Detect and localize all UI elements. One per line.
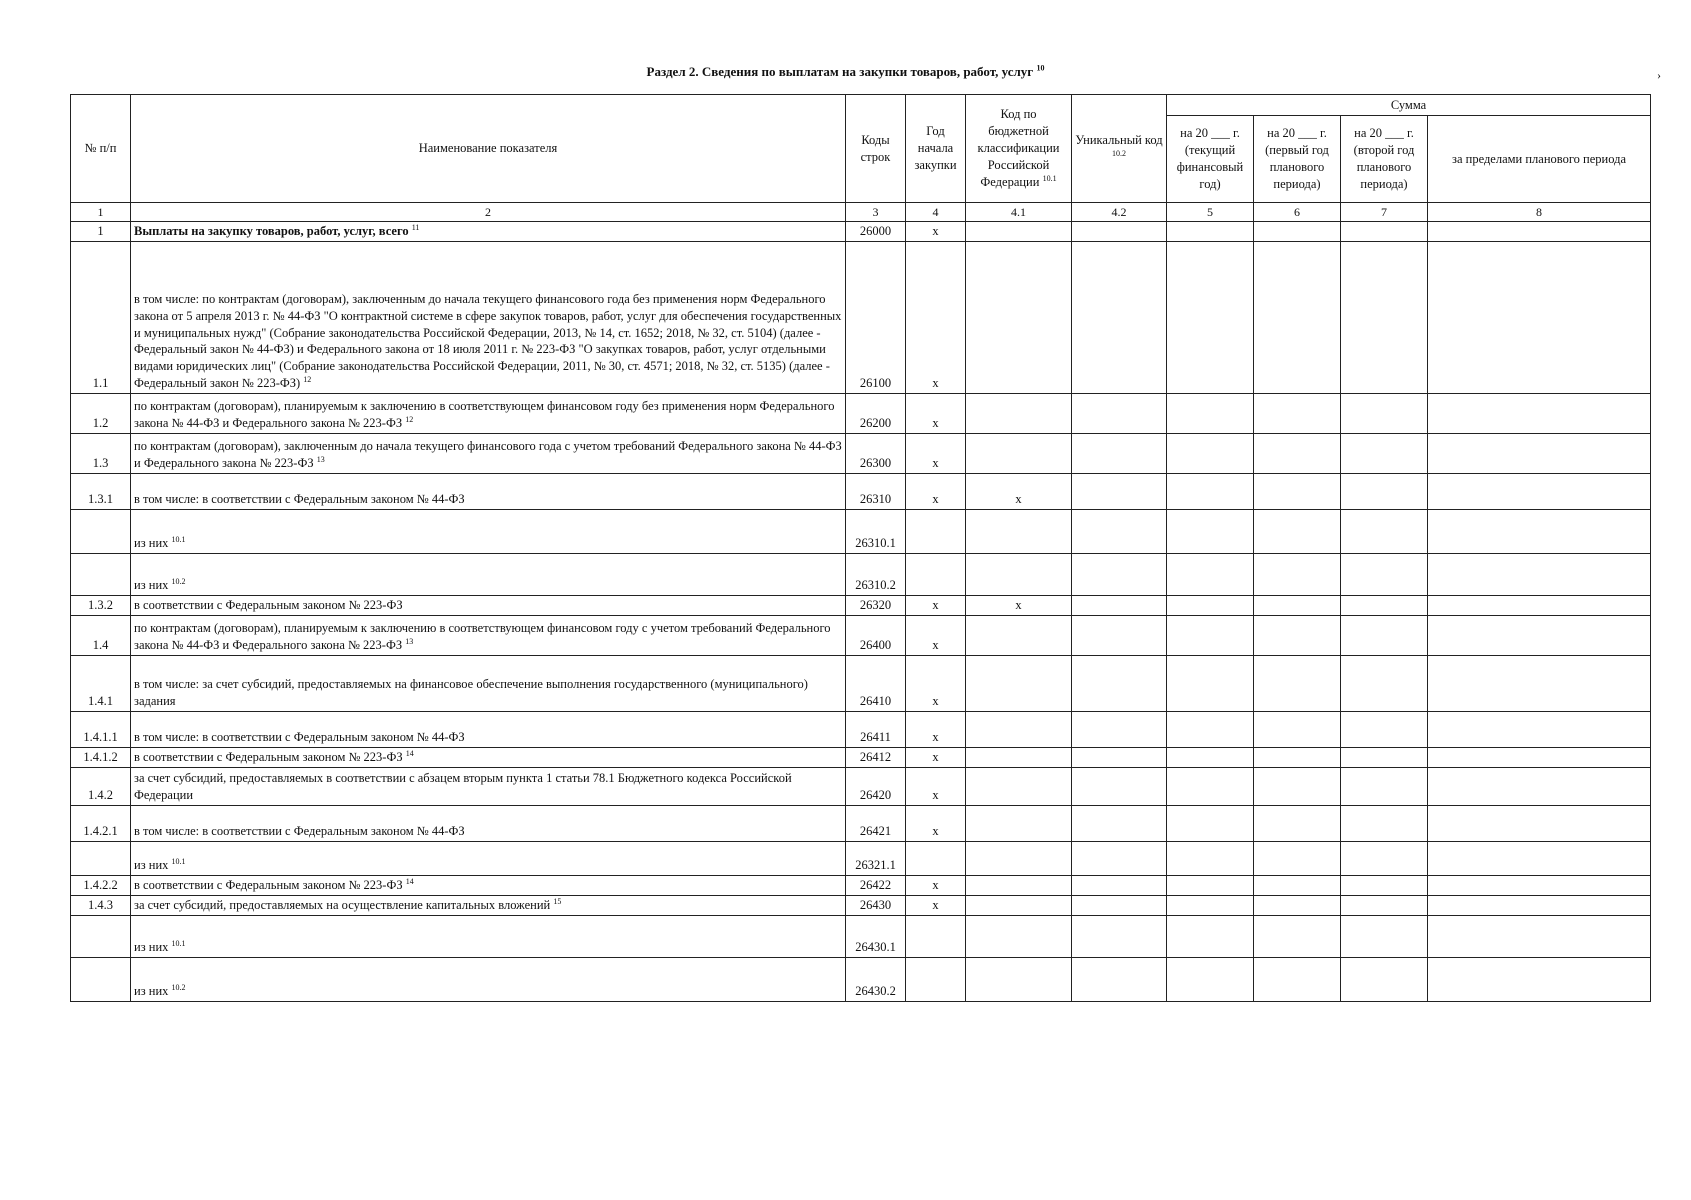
- table-row: [71, 394, 1651, 434]
- row-number: 1.4.1.2: [71, 747, 131, 767]
- row-name: [131, 615, 846, 655]
- row-sum-second: [1341, 747, 1428, 767]
- row-code: 26310: [846, 474, 906, 510]
- row-name: [131, 222, 846, 242]
- row-sum-beyond: [1428, 747, 1651, 767]
- row-sum-first: [1254, 222, 1341, 242]
- row-code: 26320: [846, 596, 906, 616]
- row-kbk: [966, 895, 1072, 915]
- row-kbk: [966, 841, 1072, 875]
- row-code: 26430.2: [846, 957, 906, 1001]
- row-unique-code: [1072, 875, 1167, 895]
- header-sum-second: на 20 ___ г. (второй год планового периода): [1341, 116, 1428, 203]
- header-sum-first: на 20 ___ г. (первый год планового периода): [1254, 116, 1341, 203]
- row-year: [906, 915, 966, 957]
- row-unique-code: [1072, 915, 1167, 957]
- row-name-text: в том числе: в соответствии с Федеральным законом № 44-ФЗ: [134, 824, 465, 839]
- row-year: x: [906, 767, 966, 805]
- row-sum-beyond: [1428, 434, 1651, 474]
- row-name: [131, 596, 846, 616]
- row-sum-second: [1341, 805, 1428, 841]
- row-name-text: в том числе: в соответствии с Федеральным законом № 44-ФЗ: [134, 492, 465, 507]
- row-sum-beyond: [1428, 957, 1651, 1001]
- row-sum-first: [1254, 242, 1341, 394]
- row-name-text: в соответствии с Федеральным законом № 223-ФЗ: [134, 750, 403, 765]
- row-sum-first: [1254, 434, 1341, 474]
- row-footnote: 12: [405, 415, 414, 425]
- row-name-text: в том числе: за счет субсидий, предоставляемых на финансовое обеспечение выполнения государственного (муниципального) задания: [134, 677, 808, 709]
- row-year: [906, 510, 966, 554]
- row-sum-current: [1167, 434, 1254, 474]
- row-number: 1.4.1: [71, 655, 131, 711]
- row-year: x: [906, 474, 966, 510]
- row-name: [131, 767, 846, 805]
- row-code: 26310.2: [846, 554, 906, 596]
- row-unique-code: [1072, 805, 1167, 841]
- row-sum-current: [1167, 895, 1254, 915]
- row-name: [131, 915, 846, 957]
- row-sum-beyond: [1428, 222, 1651, 242]
- row-sum-current: [1167, 474, 1254, 510]
- row-sum-current: [1167, 841, 1254, 875]
- row-kbk: [966, 394, 1072, 434]
- column-numbers-row: [71, 203, 1651, 222]
- row-name: [131, 841, 846, 875]
- row-sum-current: [1167, 805, 1254, 841]
- table-row: [71, 957, 1651, 1001]
- row-sum-current: [1167, 915, 1254, 957]
- table-row: [71, 841, 1651, 875]
- row-unique-code: [1072, 841, 1167, 875]
- table-row: [71, 767, 1651, 805]
- row-year: x: [906, 655, 966, 711]
- table-row: [71, 474, 1651, 510]
- col-number: 4.2: [1072, 203, 1167, 222]
- row-year: [906, 957, 966, 1001]
- row-sum-first: [1254, 805, 1341, 841]
- row-number: 1.4.2.2: [71, 875, 131, 895]
- row-name-text: в том числе: в соответствии с Федеральным законом № 44-ФЗ: [134, 730, 465, 745]
- row-code: 26310.1: [846, 510, 906, 554]
- row-footnote: 13: [405, 636, 414, 646]
- row-number: 1.3.1: [71, 474, 131, 510]
- row-sum-current: [1167, 554, 1254, 596]
- row-sum-beyond: [1428, 895, 1651, 915]
- row-unique-code: [1072, 767, 1167, 805]
- row-footnote: 14: [405, 876, 414, 886]
- header-unique: Уникальный код $^{10.2}$: [1072, 95, 1167, 203]
- row-sum-current: [1167, 711, 1254, 747]
- row-name: [131, 957, 846, 1001]
- row-number: 1.4.2.1: [71, 805, 131, 841]
- header-sum: Сумма: [1167, 95, 1651, 116]
- row-footnote: 10.2: [171, 577, 186, 587]
- header-year: Год начала закупки: [906, 95, 966, 203]
- row-unique-code: [1072, 242, 1167, 394]
- col-number: 5: [1167, 203, 1254, 222]
- table-row: [71, 596, 1651, 616]
- row-kbk: [966, 747, 1072, 767]
- row-sum-beyond: [1428, 510, 1651, 554]
- row-footnote: 10.1: [171, 938, 186, 948]
- row-sum-second: [1341, 615, 1428, 655]
- row-year: x: [906, 596, 966, 616]
- row-sum-first: [1254, 747, 1341, 767]
- row-name-text: из них: [134, 939, 169, 954]
- row-sum-second: [1341, 841, 1428, 875]
- row-year: x: [906, 615, 966, 655]
- row-sum-first: [1254, 474, 1341, 510]
- row-kbk: [966, 711, 1072, 747]
- row-year: x: [906, 242, 966, 394]
- table-row: [71, 222, 1651, 242]
- header-sum-current: на 20 ___ г. (текущий финансовый год): [1167, 116, 1254, 203]
- row-code: 26412: [846, 747, 906, 767]
- row-name: [131, 434, 846, 474]
- header-name: Наименование показателя: [131, 95, 846, 203]
- row-sum-first: [1254, 841, 1341, 875]
- row-code: 26411: [846, 711, 906, 747]
- row-kbk: [966, 875, 1072, 895]
- table-row: [71, 655, 1651, 711]
- row-sum-beyond: [1428, 474, 1651, 510]
- row-sum-current: [1167, 957, 1254, 1001]
- row-kbk: [966, 615, 1072, 655]
- row-unique-code: [1072, 895, 1167, 915]
- row-name-text: по контрактам (договорам), планируемым к заключению в соответствующем финансовом году с учетом требований Федерального закона № 44-ФЗ и Федерального закона № 223-ФЗ: [134, 621, 831, 653]
- row-number: [71, 915, 131, 957]
- row-unique-code: [1072, 510, 1167, 554]
- row-name-text: в соответствии с Федеральным законом № 223-ФЗ: [134, 877, 403, 892]
- row-year: x: [906, 222, 966, 242]
- row-number: 1.4.2: [71, 767, 131, 805]
- row-year: x: [906, 394, 966, 434]
- title-footnote: 10: [1036, 63, 1045, 73]
- row-sum-beyond: [1428, 767, 1651, 805]
- row-year: x: [906, 747, 966, 767]
- row-sum-second: [1341, 655, 1428, 711]
- row-kbk: x: [966, 474, 1072, 510]
- row-code: 26430: [846, 895, 906, 915]
- row-sum-current: [1167, 242, 1254, 394]
- row-kbk: [966, 510, 1072, 554]
- header-codes: Коды строк: [846, 95, 906, 203]
- table-row: [71, 711, 1651, 747]
- row-kbk: [966, 767, 1072, 805]
- row-kbk: [966, 957, 1072, 1001]
- row-sum-current: [1167, 394, 1254, 434]
- table-row: [71, 915, 1651, 957]
- row-code: 26410: [846, 655, 906, 711]
- row-sum-second: [1341, 510, 1428, 554]
- table-row: [71, 242, 1651, 394]
- row-name: [131, 394, 846, 434]
- header-kbk: Код по бюджетной классификации Российской Федерации $^{10.1}$: [966, 95, 1072, 203]
- row-kbk: [966, 554, 1072, 596]
- row-sum-second: [1341, 875, 1428, 895]
- row-number: 1.2: [71, 394, 131, 434]
- row-sum-current: [1167, 510, 1254, 554]
- row-sum-current: [1167, 655, 1254, 711]
- col-number: 4.1: [966, 203, 1072, 222]
- row-name: [131, 747, 846, 767]
- row-kbk: [966, 242, 1072, 394]
- col-number: 3: [846, 203, 906, 222]
- row-sum-beyond: [1428, 554, 1651, 596]
- row-number: 1.3.2: [71, 596, 131, 616]
- row-unique-code: [1072, 394, 1167, 434]
- row-sum-beyond: [1428, 615, 1651, 655]
- row-name: [131, 875, 846, 895]
- row-name: [131, 242, 846, 394]
- row-unique-code: [1072, 474, 1167, 510]
- table-row: [71, 554, 1651, 596]
- row-sum-beyond: [1428, 596, 1651, 616]
- row-year: [906, 841, 966, 875]
- row-footnote: 10.1: [171, 856, 186, 866]
- header-no: № п/п: [71, 95, 131, 203]
- row-footnote: 10.1: [171, 535, 186, 545]
- row-sum-first: [1254, 554, 1341, 596]
- row-sum-second: [1341, 242, 1428, 394]
- row-code: 26000: [846, 222, 906, 242]
- row-number: [71, 510, 131, 554]
- row-sum-beyond: [1428, 394, 1651, 434]
- row-sum-second: [1341, 711, 1428, 747]
- row-name-text: из них: [134, 536, 169, 551]
- row-code: 26420: [846, 767, 906, 805]
- row-sum-second: [1341, 957, 1428, 1001]
- row-number: 1.1: [71, 242, 131, 394]
- row-name: [131, 655, 846, 711]
- col-number: 7: [1341, 203, 1428, 222]
- row-sum-first: [1254, 957, 1341, 1001]
- row-kbk: [966, 434, 1072, 474]
- col-number: 4: [906, 203, 966, 222]
- row-sum-first: [1254, 615, 1341, 655]
- row-kbk: [966, 805, 1072, 841]
- row-year: x: [906, 805, 966, 841]
- row-name-text: Выплаты на закупку товаров, работ, услуг, всего: [134, 224, 409, 239]
- table-row: [71, 805, 1651, 841]
- col-number: 2: [131, 203, 846, 222]
- row-kbk: [966, 222, 1072, 242]
- row-number: [71, 841, 131, 875]
- row-kbk: [966, 655, 1072, 711]
- row-number: 1.4: [71, 615, 131, 655]
- row-unique-code: [1072, 434, 1167, 474]
- row-number: 1.4.3: [71, 895, 131, 915]
- row-number: 1.3: [71, 434, 131, 474]
- row-number: [71, 957, 131, 1001]
- row-unique-code: [1072, 615, 1167, 655]
- col-number: 1: [71, 203, 131, 222]
- row-sum-current: [1167, 767, 1254, 805]
- row-sum-second: [1341, 554, 1428, 596]
- row-name-text: из них: [134, 578, 169, 593]
- row-number: [71, 554, 131, 596]
- row-name-text: в том числе: по контрактам (договорам), заключенным до начала текущего финансового года без применения норм Федерального закона от 5 апреля 2013 г. № 44-ФЗ "О контрактной системе в сфере закупок товаров, работ, услуг для обеспечения государственных и муниципальных нужд" (Собрание законодательства Российской Федерации, 2013, № 14, ст. 1652; 2018, № 32, ст. 5104) (далее - Федеральный закон № 44-ФЗ) и Федерального закона от 18 июля 2011 г. № 223-ФЗ "О закупках товаров, работ, услуг отдельными видами юридических лиц" (Собрание законодательства Российской Федерации, 2011, № 30, ст. 4571; 2018, № 32, ст. 5135) (далее - Федеральный закон № 223-ФЗ): [134, 291, 842, 391]
- row-name-text: за счет субсидий, предоставляемых на осуществление капитальных вложений: [134, 897, 551, 912]
- table-body: [71, 222, 1651, 1002]
- row-sum-second: [1341, 767, 1428, 805]
- row-kbk: x: [966, 596, 1072, 616]
- row-footnote: 11: [411, 223, 420, 233]
- table-row: [71, 895, 1651, 915]
- row-sum-beyond: [1428, 711, 1651, 747]
- row-code: 26200: [846, 394, 906, 434]
- row-name-text: за счет субсидий, предоставляемых в соответствии с абзацем вторым пункта 1 статьи 78.1 Бюджетного кодекса Российской Федерации: [134, 771, 792, 803]
- row-name-text: из них: [134, 983, 169, 998]
- row-unique-code: [1072, 957, 1167, 1001]
- row-unique-code: [1072, 596, 1167, 616]
- row-sum-beyond: [1428, 805, 1651, 841]
- row-sum-beyond: [1428, 841, 1651, 875]
- row-name-text: из них: [134, 858, 169, 873]
- row-code: 26421: [846, 805, 906, 841]
- row-unique-code: [1072, 747, 1167, 767]
- row-number: 1: [71, 222, 131, 242]
- row-sum-beyond: [1428, 242, 1651, 394]
- row-code: 26100: [846, 242, 906, 394]
- row-name: [131, 895, 846, 915]
- row-sum-current: [1167, 615, 1254, 655]
- table-row: [71, 510, 1651, 554]
- row-sum-current: [1167, 222, 1254, 242]
- row-unique-code: [1072, 655, 1167, 711]
- row-kbk: [966, 915, 1072, 957]
- row-name: [131, 711, 846, 747]
- row-footnote: 15: [553, 896, 562, 906]
- row-unique-code: [1072, 554, 1167, 596]
- col-number: 8: [1428, 203, 1651, 222]
- payments-table: [70, 94, 1651, 1002]
- row-sum-first: [1254, 875, 1341, 895]
- table-row: [71, 434, 1651, 474]
- row-code: 26300: [846, 434, 906, 474]
- row-sum-second: [1341, 394, 1428, 434]
- row-sum-second: [1341, 434, 1428, 474]
- row-sum-beyond: [1428, 875, 1651, 895]
- table-row: [71, 615, 1651, 655]
- row-sum-first: [1254, 655, 1341, 711]
- row-unique-code: [1072, 222, 1167, 242]
- row-sum-second: [1341, 596, 1428, 616]
- row-sum-first: [1254, 767, 1341, 805]
- row-name: [131, 510, 846, 554]
- row-footnote: 10.2: [171, 982, 186, 992]
- row-footnote: 12: [303, 375, 312, 385]
- table-row: [71, 747, 1651, 767]
- row-name: [131, 474, 846, 510]
- row-sum-second: [1341, 474, 1428, 510]
- row-number: 1.4.1.1: [71, 711, 131, 747]
- row-year: x: [906, 711, 966, 747]
- row-sum-current: [1167, 875, 1254, 895]
- row-sum-beyond: [1428, 915, 1651, 957]
- row-sum-current: [1167, 596, 1254, 616]
- row-code: 26430.1: [846, 915, 906, 957]
- row-sum-first: [1254, 915, 1341, 957]
- row-year: x: [906, 895, 966, 915]
- row-sum-current: [1167, 747, 1254, 767]
- row-name-text: по контрактам (договорам), планируемым к заключению в соответствующем финансовом году без применения норм Федерального закона № 44-ФЗ и Федерального закона № 223-ФЗ: [134, 399, 835, 431]
- row-footnote: 13: [316, 455, 325, 465]
- row-unique-code: [1072, 711, 1167, 747]
- row-name: [131, 554, 846, 596]
- row-code: 26422: [846, 875, 906, 895]
- row-code: 26321.1: [846, 841, 906, 875]
- col-number: 6: [1254, 203, 1341, 222]
- page-mark: ›: [1657, 68, 1661, 82]
- row-sum-first: [1254, 394, 1341, 434]
- row-name-text: по контрактам (договорам), заключенным до начала текущего финансового года с учетом требований Федерального закона № 44-ФЗ и Федерального закона № 223-ФЗ: [134, 439, 842, 471]
- row-sum-first: [1254, 711, 1341, 747]
- row-sum-second: [1341, 895, 1428, 915]
- section-title: Раздел 2. Сведения по выплатам на закупки товаров, работ, услуг $^{10}$: [646, 63, 1045, 79]
- row-sum-first: [1254, 510, 1341, 554]
- row-footnote: 14: [405, 748, 414, 758]
- row-year: x: [906, 434, 966, 474]
- row-year: [906, 554, 966, 596]
- row-sum-second: [1341, 222, 1428, 242]
- row-sum-beyond: [1428, 655, 1651, 711]
- row-sum-first: [1254, 895, 1341, 915]
- header-sum-beyond: за пределами планового периода: [1428, 116, 1651, 203]
- row-year: x: [906, 875, 966, 895]
- table-row: [71, 875, 1651, 895]
- row-sum-first: [1254, 596, 1341, 616]
- row-name: [131, 805, 846, 841]
- row-name-text: в соответствии с Федеральным законом № 223-ФЗ: [134, 598, 403, 613]
- row-sum-second: [1341, 915, 1428, 957]
- row-code: 26400: [846, 615, 906, 655]
